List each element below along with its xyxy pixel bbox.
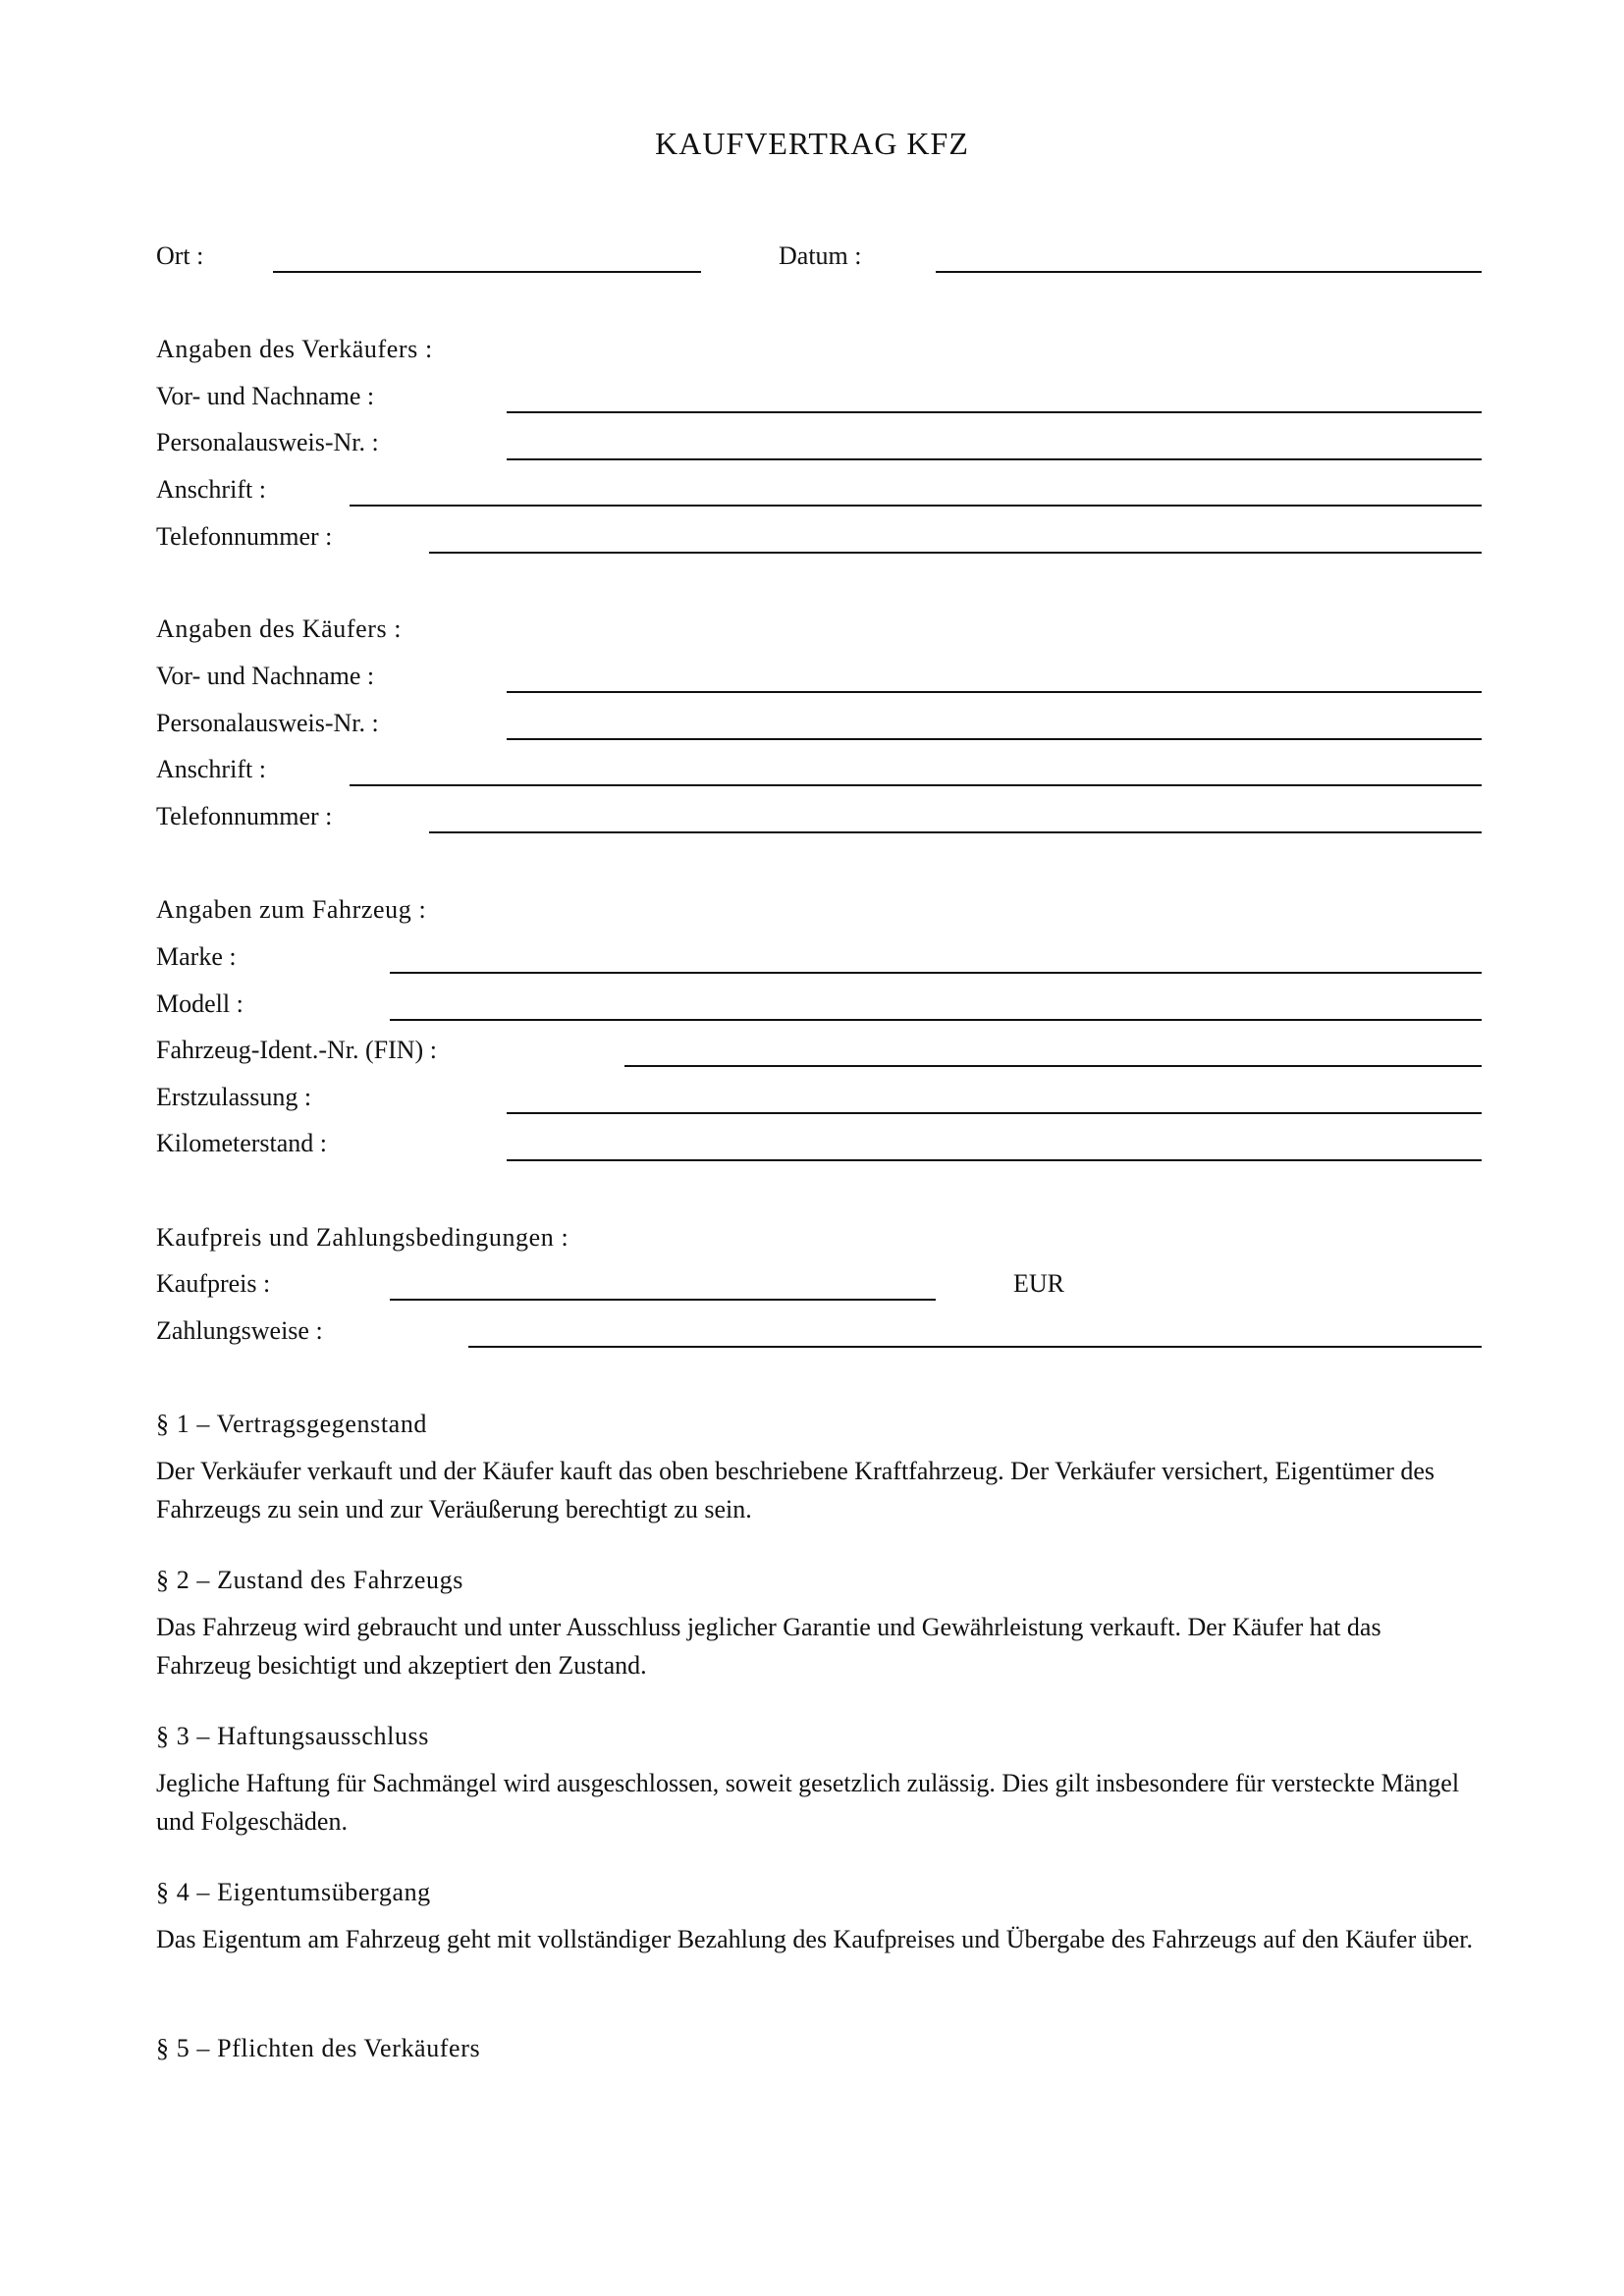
section-2-heading: § 2 – Zustand des Fahrzeugs [156,1566,463,1594]
vehicle-model-label: Modell : [156,989,244,1018]
payment-method-field[interactable] [468,1346,1482,1348]
currency-label: EUR [1013,1269,1064,1298]
seller-phone-field[interactable] [429,552,1482,554]
seller-phone-label: Telefonnummer : [156,522,333,551]
vehicle-mileage-field[interactable] [507,1159,1482,1161]
vehicle-vin-field[interactable] [624,1065,1482,1067]
section-1-heading: § 1 – Vertragsgegenstand [156,1410,428,1438]
place-field[interactable] [273,271,701,273]
buyer-name-label: Vor- und Nachname : [156,662,375,690]
seller-name-field[interactable] [507,411,1482,413]
price-label: Kaufpreis : [156,1269,271,1298]
seller-name-label: Vor- und Nachname : [156,382,375,410]
price-field[interactable] [390,1299,936,1301]
seller-address-field[interactable] [350,505,1482,507]
section-3-text: Jegliche Haftung für Sachmängel wird ausgeschlossen, soweit gesetzlich zulässig. Dies gilt insbesondere für versteckte Mängel und Folgeschäden. [156,1769,1460,1836]
vehicle-first-registration-field[interactable] [507,1112,1482,1114]
payment-heading: Kaufpreis und Zahlungsbedingungen : [156,1223,569,1252]
section-1-text: Der Verkäufer verkauft und der Käufer kauft das oben beschriebene Kraftfahrzeug. Der Verkäufer versichert, Eigentümer des Fahrzeugs zu sein und zur Veräußerung berechtigt zu sein. [156,1457,1435,1523]
section-4-text: Das Eigentum am Fahrzeug geht mit vollständiger Bezahlung des Kaufpreises und Übergabe des Fahrzeugs auf den Käufer über. [156,1925,1474,1953]
buyer-id-label: Personalausweis-Nr. : [156,709,379,737]
vehicle-vin-label: Fahrzeug-Ident.-Nr. (FIN) : [156,1036,437,1064]
date-field[interactable] [936,271,1482,273]
buyer-phone-field[interactable] [429,831,1482,833]
document-title: KAUFVERTRAG KFZ [655,126,969,161]
buyer-address-field[interactable] [350,784,1482,786]
buyer-address-label: Anschrift : [156,755,266,783]
payment-method-label: Zahlungsweise : [156,1316,323,1345]
vehicle-mileage-label: Kilometerstand : [156,1129,328,1157]
seller-heading: Angaben des Verkäufers : [156,335,433,363]
buyer-heading: Angaben des Käufers : [156,614,403,643]
section-2-text: Das Fahrzeug wird gebraucht und unter Ausschluss jeglicher Garantie und Gewährleistung verkauft. Der Käufer hat das Fahrzeug besichtigt und akzeptiert den Zustand. [156,1613,1381,1680]
vehicle-heading: Angaben zum Fahrzeug : [156,895,427,924]
place-label: Ort : [156,241,204,270]
vehicle-brand-field[interactable] [390,972,1482,974]
buyer-name-field[interactable] [507,691,1482,693]
vehicle-brand-label: Marke : [156,942,237,971]
section-4-heading: § 4 – Eigentumsübergang [156,1878,431,1906]
vehicle-model-field[interactable] [390,1019,1482,1021]
buyer-id-field[interactable] [507,738,1482,740]
buyer-phone-label: Telefonnummer : [156,802,333,830]
seller-address-label: Anschrift : [156,475,266,504]
vehicle-first-registration-label: Erstzulassung : [156,1083,312,1111]
seller-id-field[interactable] [507,458,1482,460]
date-label: Datum : [779,241,862,270]
section-3-heading: § 3 – Haftungsausschluss [156,1722,429,1750]
seller-id-label: Personalausweis-Nr. : [156,428,379,456]
section-5-heading: § 5 – Pflichten des Verkäufers [156,2034,481,2062]
